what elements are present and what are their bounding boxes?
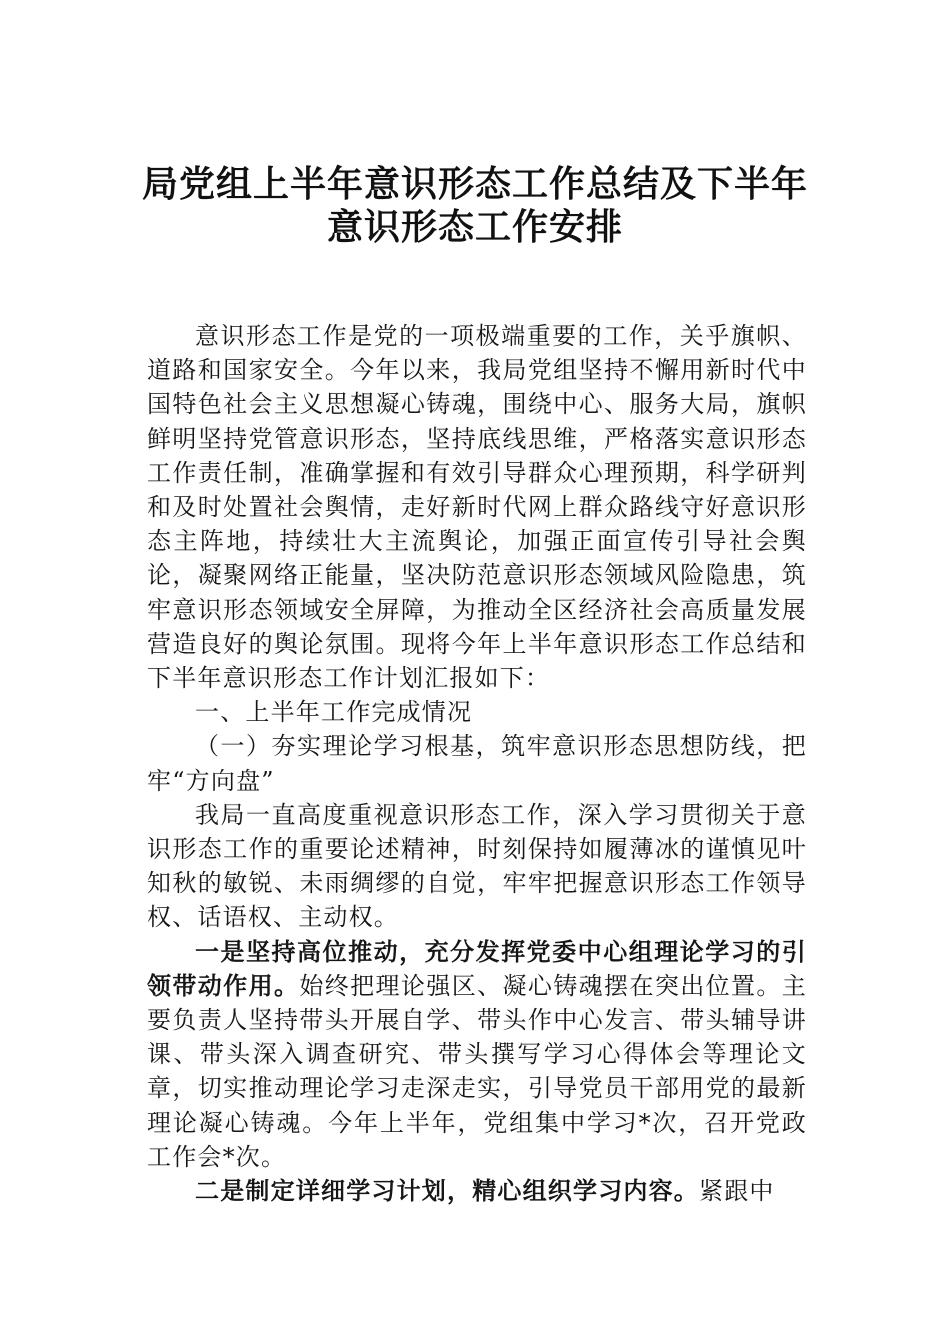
subsection-1-paragraph: 我局一直高度重视意识形态工作，深入学习贯彻关于意识形态工作的重要论述精神，时刻保持如履薄冰的谨慎见叶知秋的敏锐、未雨绸缪的自觉，牢牢把握意识形态工作领导权、话语权、主动权。 xyxy=(147,800,807,932)
section-heading-1: 一、上半年工作完成情况 xyxy=(195,698,473,727)
document-title-line-1: 局党组上半年意识形态工作总结及下半年 xyxy=(141,163,808,205)
item-2-paragraph xyxy=(147,1174,807,1208)
item-2-body: 紧跟中 xyxy=(699,1177,775,1206)
subsection-heading-1: （一）夯实理论学习根基，筑牢意识形态思想防线，把牢“方向盘” xyxy=(147,732,807,795)
item-1-body: 始终把理论强区、凝心铸魂摆在突出位置。主要负责人坚持带头开展自学、带头作中心发言、带头辅导讲课、带头深入调查研究、带头撰写学习心得体会等理论文章，切实推动理论学习走深走实，引导党员干部用党的最新理论凝心铸魂。今年上半年，党组集中学习*次，召开党政工作会*次。 xyxy=(147,971,808,1171)
item-1-paragraph xyxy=(147,935,807,1174)
intro-paragraph: 意识形态工作是党的一项极端重要的工作，关乎旗帜、道路和国家安全。今年以来，我局党组坚持不懈用新时代中国特色社会主义思想凝心铸魂，围绕中心、服务大局，旗帜鲜明坚持党管意识形态，坚持底线思维，严格落实意识形态工作责任制，准确掌握和有效引导群众心理预期，科学研判和及时处置社会舆情，走好新时代网上群众路线守好意识形态主阵地，持续壮大主流舆论，加强正面宣传引导社会舆论，凝聚网络正能量，坚决防范意识形态领域风险隐患，筑牢意识形态领域安全屏障，为推动全区经济社会高质量发展营造良好的舆论氛围。现将今年上半年意识形态工作总结和下半年意识形态工作计划汇报如下： xyxy=(147,322,807,693)
document-title-line-2: 意识形态工作安排 xyxy=(326,206,623,248)
item-1-lead: 一是坚持高位推动，充分发挥党委中心组理论学习的引领带动作用。 xyxy=(147,936,807,1000)
item-2-lead: 二是制定详细学习计划，精心组织学习内容。 xyxy=(195,1176,699,1206)
document-body xyxy=(147,319,807,1208)
